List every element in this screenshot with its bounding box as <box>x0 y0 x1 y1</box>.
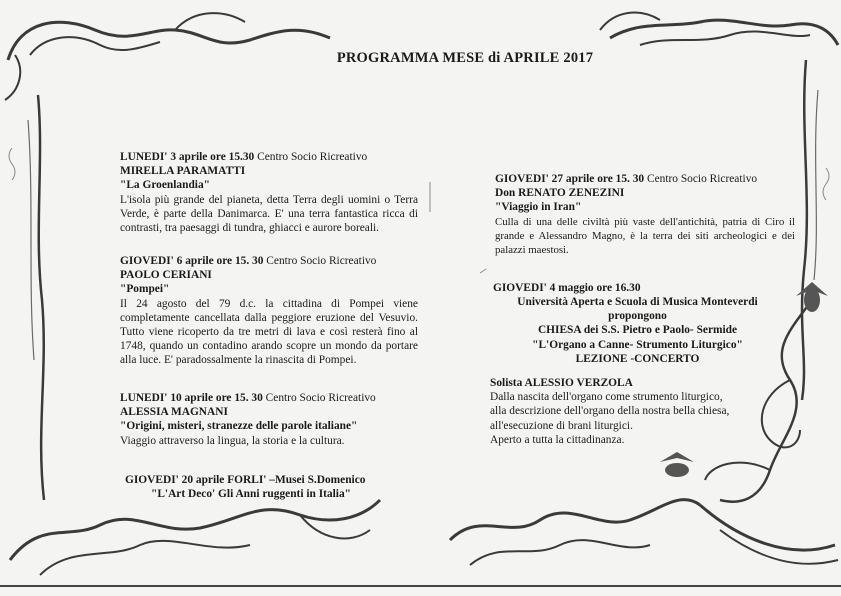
event-place: Centro Socio Ricreativo <box>257 151 368 163</box>
event-block <box>495 172 795 257</box>
event-block <box>120 391 418 448</box>
event-topic: "Pompei" <box>120 283 170 296</box>
event-speaker: Don RENATO ZENEZINI <box>495 187 625 200</box>
event-soloist: Solista ALESSIO VERZOLA <box>490 377 633 389</box>
event-place: Centro Socio Ricreativo <box>266 255 377 267</box>
event-description: Il 24 agosto del 79 d.c. la cittadina di Pompei viene completamente cancellata dalla peggiore eruzione del Vesuvio. Tutto viene ricoperto da tre metri di lava e così resterà fino al 1748, quando un contadino arando scopre un mondo da portare alla luce. E' paradossalmente la rinascita di Pompei. <box>120 297 418 367</box>
event-subtitle: "L'Art Deco' Gli Anni ruggenti in Italia" <box>151 488 351 501</box>
event-speaker: ALESSIA MAGNANI <box>120 406 228 419</box>
event-venue: CHIESA dei S.S. Pietro e Paolo- Sermide <box>537 324 738 337</box>
event-line: GIOVEDI' 20 aprile FORLI' –Musei S.Domenico <box>125 474 366 486</box>
event-topic: "Viaggio in Iran" <box>495 201 582 214</box>
event-block <box>125 473 415 501</box>
event-speaker: PAOLO CERIANI <box>120 269 212 282</box>
event-description: L'isola più grande del pianeta, detta Terra degli uomini o Terra Verde, è parte della Danimarca. E' una terra fantastica ricca di contrasti, tra paesaggi di tundra, ghiacci e aurore boreali. <box>120 193 418 235</box>
event-organizers <box>500 295 775 366</box>
event-kind: LEZIONE -CONCERTO <box>575 352 700 365</box>
event-details <box>490 376 770 447</box>
event-date: GIOVEDI' 6 aprile ore 15. 30 <box>120 255 264 267</box>
event-line: alla descrizione dell'organo della nostra bella chiesa, <box>490 405 730 418</box>
event-speaker: MIRELLA PARAMATTI <box>120 165 246 178</box>
page-bottom-rule <box>0 585 841 587</box>
event-place: Centro Socio Ricreativo <box>647 173 758 185</box>
event-block <box>120 254 418 368</box>
event-date: LUNEDI' 10 aprile ore 15. 30 <box>120 392 263 404</box>
event-topic: "Origini, misteri, stranezze delle parole italiane" <box>120 420 358 433</box>
event-line: Dalla nascita dell'organo come strumento liturgico, <box>490 391 723 404</box>
event-description: Culla di una delle civiltà più vaste dell'antichità, patria di Ciro il grande e Alessandro Magno, è la terra dei siti archeologici e dei palazzi maestosi. <box>495 215 795 257</box>
event-verb: propongono <box>608 310 667 323</box>
event-topic: "La Groenlandia" <box>120 179 210 192</box>
page-title: PROGRAMMA MESE di APRILE 2017 <box>336 50 594 66</box>
event-line: all'esecuzione di brani liturgici. <box>490 419 633 432</box>
event-date: LUNEDI' 3 aprile ore 15.30 <box>120 151 255 163</box>
event-line: Aperto a tutta la cittadinanza. <box>490 433 625 446</box>
event-description: Viaggio attraverso la lingua, la storia e la cultura. <box>120 434 345 447</box>
event-date: GIOVEDI' 27 aprile ore 15. 30 <box>495 173 645 185</box>
event-date: GIOVEDI' 4 maggio ore 16.30 <box>493 282 641 294</box>
event-org: Università Aperta e Scuola di Musica Monteverdi <box>517 296 758 308</box>
event-place: Centro Socio Ricreativo <box>265 392 376 404</box>
event-block <box>493 281 793 295</box>
event-title: "L'Organo a Canne- Strumento Liturgico" <box>532 338 743 351</box>
event-block <box>120 150 418 235</box>
